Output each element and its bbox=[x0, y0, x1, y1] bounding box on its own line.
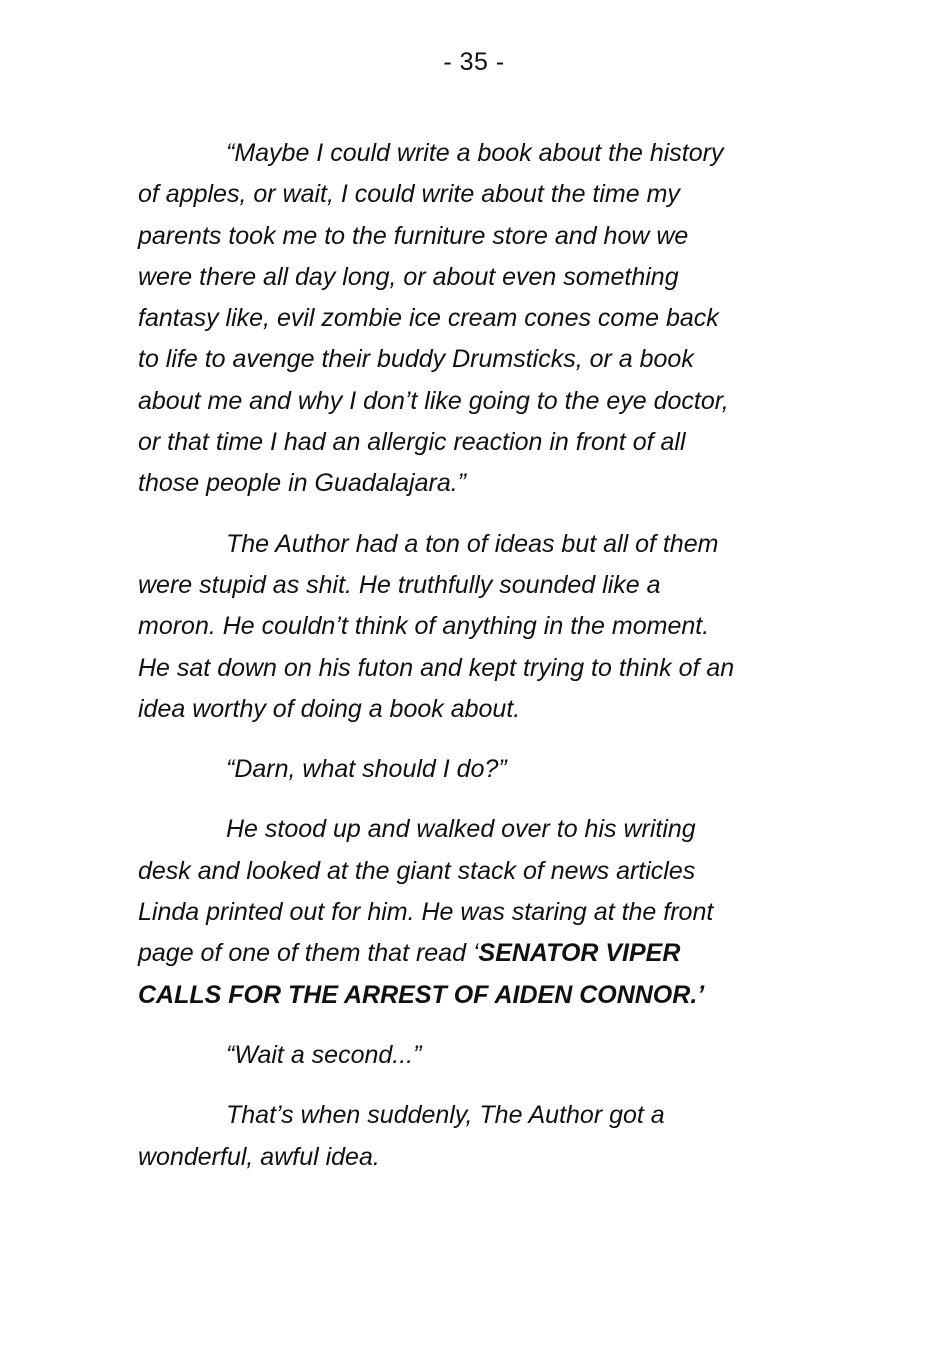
text-line: “Darn, what should I do?” bbox=[226, 755, 507, 784]
text-line: about me and why I don’t like going to the eye doctor, bbox=[138, 386, 729, 415]
headline-part-2: CALLS FOR THE ARREST OF AIDEN CONNOR bbox=[138, 980, 691, 1009]
text-line: “Maybe I could write a book about the history bbox=[226, 139, 724, 167]
text-line: parents took me to the furniture store and how we bbox=[138, 221, 689, 250]
text-line: He stood up and walked over to his writing bbox=[226, 815, 696, 844]
text-line: Linda printed out for him. He was staring at the front bbox=[138, 898, 714, 927]
paragraph-6 bbox=[138, 1095, 818, 1178]
text-line: were there all day long, or about even something bbox=[138, 262, 679, 291]
text-line: The Author had a ton of ideas but all of them bbox=[226, 529, 719, 558]
paragraph-4 bbox=[138, 809, 818, 1015]
text-line: moron. He couldn’t think of anything in the moment. bbox=[138, 612, 710, 641]
paragraph-3 bbox=[138, 749, 818, 790]
text-line: fantasy like, evil zombie ice cream cones come back bbox=[138, 304, 719, 333]
body-text bbox=[138, 133, 818, 1197]
text-line: desk and looked at the giant stack of news articles bbox=[138, 856, 696, 885]
text-line: That’s when suddenly, The Author got a bbox=[226, 1101, 665, 1130]
page-number: - 35 - bbox=[443, 48, 505, 76]
text-line bbox=[138, 975, 818, 1016]
text-line: were stupid as shit. He truthfully sounded like a bbox=[138, 570, 661, 599]
text-line: to life to avenge their buddy Drumsticks, or a book bbox=[138, 345, 694, 374]
text-line bbox=[138, 933, 818, 974]
text-line: of apples, or wait, I could write about the time my bbox=[138, 180, 680, 209]
text-line: “Wait a second...” bbox=[226, 1040, 422, 1069]
headline-part-1: SENATOR VIPER bbox=[478, 939, 681, 968]
paragraph-1 bbox=[138, 133, 818, 505]
text-line: those people in Guadalajara.” bbox=[138, 469, 467, 498]
paragraph-2 bbox=[138, 524, 818, 730]
text-line: He sat down on his futon and kept trying to think of an bbox=[138, 653, 735, 682]
text-line: or that time I had an allergic reaction in front of all bbox=[138, 428, 686, 457]
headline-lead-in: page of one of them that read ‘ bbox=[138, 939, 479, 968]
text-line: idea worthy of doing a book about. bbox=[138, 694, 521, 723]
text-line: wonderful, awful idea. bbox=[138, 1142, 380, 1171]
paragraph-5 bbox=[138, 1035, 818, 1076]
headline-closing-quote: .’ bbox=[690, 980, 705, 1009]
